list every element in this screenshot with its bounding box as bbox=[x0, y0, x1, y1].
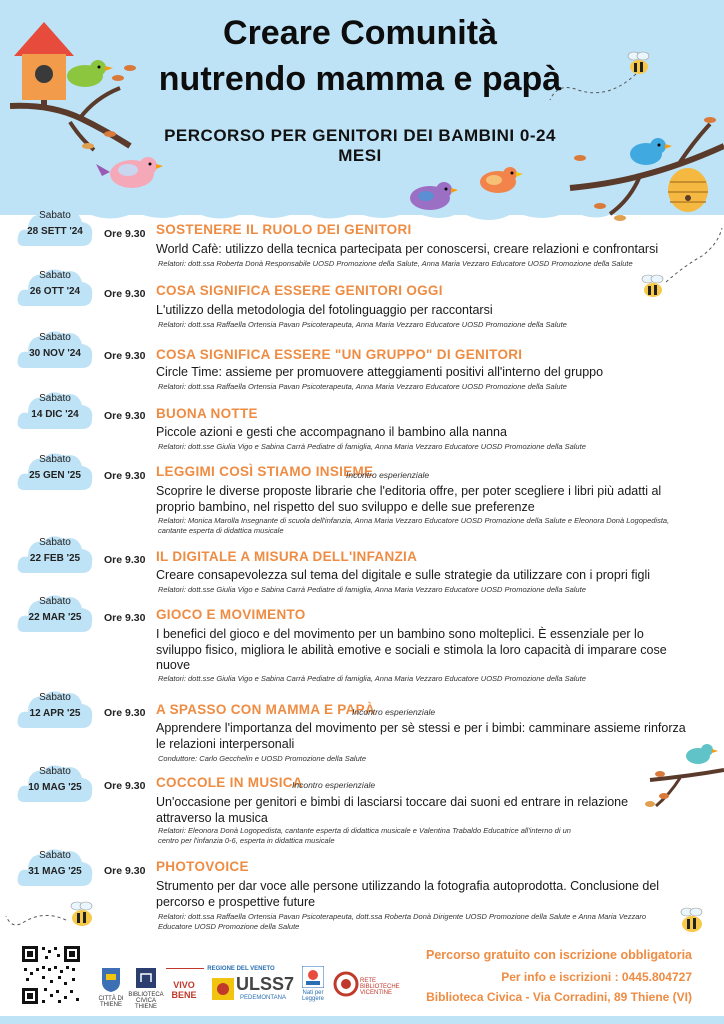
session-date: 28 SETT '24 bbox=[27, 226, 83, 237]
session-description: Strumento per dar voce alle persone utilizzando la fotografia autoprodotta. Conclusione del percorso e prospettive future bbox=[156, 879, 660, 909]
session-description: Apprendere l'importanza del movimento per sè stessi e per i bimbi: camminare assieme rinforza le relazioni interpersonali bbox=[156, 721, 686, 751]
date-cloud bbox=[16, 592, 94, 638]
session-speakers: Relatori: dott.sse Giulia Vigo e Sabina Carrà Pediatre di famiglia, Anna Maria Vezzaro Educatore UOSD Promozione della Salute bbox=[158, 585, 586, 594]
library-logo-icon bbox=[134, 966, 158, 990]
session-tag: Incontro esperienziale bbox=[292, 780, 376, 790]
session-speakers: Relatori: Eleonora Donà Logopedista, cantante esperta di didattica musicale e Valentina Trabaldo Educatrice all'interno di un centro per l'infanzia 0-6, esperta in didattica musicale bbox=[158, 826, 571, 845]
birdhouse-branch-icon bbox=[10, 18, 140, 163]
session-title: COSA SIGNIFICA ESSERE "UN GRUPPO" DI GENITORI bbox=[156, 347, 523, 362]
session-date: 26 OTT '24 bbox=[29, 286, 81, 297]
session-time: Ore 9.30 bbox=[104, 350, 146, 362]
session-speakers: Relatori: dott.ssa Raffaella Ortensia Pavan Psicoterapeuta, dott.ssa Roberta Donà Dirigente UOSD Promozione della Salute e Anna Maria Vezzaro Educatore UOSD Promozione della Salute bbox=[158, 912, 647, 931]
small-bird-branch-icon bbox=[640, 740, 724, 815]
page-title-line1: Creare Comunità bbox=[223, 14, 497, 52]
session-date: 22 MAR '25 bbox=[28, 612, 82, 623]
session-speakers: Relatori: Monica Marolla Insegnante di scuola dell'infanzia, Anna Maria Vezzaro Educatore UOSD Promozione della Salute e Eleonora Donà Logopedista, cantante esperta di didattica musicale bbox=[158, 516, 670, 535]
nati-per-leggere-icon bbox=[302, 966, 324, 988]
qr-code-icon[interactable] bbox=[20, 944, 82, 1006]
session-day: Sabato bbox=[39, 596, 71, 607]
session-title: IL DIGITALE A MISURA DELL'INFANZIA bbox=[156, 549, 418, 564]
session-title: LEGGIMI COSÌ STIAMO INSIEME bbox=[156, 464, 374, 479]
date-cloud bbox=[16, 389, 94, 435]
date-cloud bbox=[16, 688, 94, 734]
session-time: Ore 9.30 bbox=[104, 410, 146, 422]
logo-veneto-label: REGIONE DEL VENETO bbox=[207, 966, 275, 972]
session-date: 25 GEN '25 bbox=[29, 470, 81, 481]
session-description: Un'occasione per genitori e bimbi di lasciarsi toccare dai suoni ed entrare in relazione attraverso la musica bbox=[156, 795, 629, 825]
session-speakers: Conduttore: Carlo Gecchelin e UOSD Promozione della Salute bbox=[158, 754, 367, 763]
session-description: Scoprire le diverse proposte librarie che l'editoria offre, per poter scegliere i libri più adatti al proprio bambino, nel rispetto del suo sviluppo e delle sue preferenze bbox=[156, 484, 662, 514]
session-time: Ore 9.30 bbox=[104, 865, 146, 877]
session-time: Ore 9.30 bbox=[104, 612, 146, 624]
date-cloud bbox=[16, 533, 94, 579]
session-day: Sabato bbox=[39, 537, 71, 548]
veneto-lion-icon bbox=[212, 978, 234, 1000]
date-cloud bbox=[16, 762, 94, 808]
branch-birds-hive-icon bbox=[560, 110, 724, 230]
session-day: Sabato bbox=[39, 454, 71, 465]
session-description: Piccole azioni e gesti che accompagnano il bambino alla nanna bbox=[156, 425, 507, 439]
session-day: Sabato bbox=[39, 850, 71, 861]
session-speakers: Relatori: dott.sse Giulia Vigo e Sabina Carrà Pediatre di famiglia, Anna Maria Vezzaro Educatore UOSD Promozione della Salute bbox=[158, 442, 586, 451]
bee-icon bbox=[66, 898, 98, 930]
session-date: 30 NOV '24 bbox=[29, 348, 81, 359]
session-title: PHOTOVOICE bbox=[156, 859, 249, 874]
session-tag: Incontro esperienziale bbox=[346, 470, 430, 480]
session-time: Ore 9.30 bbox=[104, 228, 146, 240]
footer-free-note: Percorso gratuito con iscrizione obbligatoria bbox=[425, 948, 692, 962]
session-title: A SPASSO CON MAMMA E PAPÀ bbox=[156, 702, 376, 717]
session-time: Ore 9.30 bbox=[104, 470, 146, 482]
session-date: 14 DIC '24 bbox=[31, 409, 79, 420]
session-date: 22 FEB '25 bbox=[29, 553, 81, 564]
date-cloud bbox=[16, 206, 94, 252]
session-title: COCCOLE IN MUSICA bbox=[156, 775, 303, 790]
bee-trail-decoration bbox=[664, 226, 724, 286]
session-day: Sabato bbox=[39, 332, 71, 343]
vivobene-bar bbox=[166, 968, 204, 969]
logo-ulss-sub: PEDEMONTANA bbox=[240, 995, 286, 1001]
date-cloud bbox=[16, 846, 94, 892]
pink-bird-icon bbox=[92, 150, 164, 195]
session-description: I benefici del gioco e del movimento per un bambino sono molteplici. È essenziale per lo sviluppo fisico, migliora le abilità emotive e sociali e stimola la loro capacità di imparare cose nuove bbox=[156, 627, 667, 672]
session-speakers: Relatori: dott.sse Giulia Vigo e Sabina Carrà Pediatre di famiglia, Anna Maria Vezzaro Educatore UOSD Promozione della Salute bbox=[158, 674, 586, 683]
date-cloud bbox=[16, 450, 94, 496]
session-description: Circle Time: assieme per promuovere atteggiamenti positivi all'interno del gruppo bbox=[156, 365, 604, 379]
session-description: Creare consapevolezza sul tema del digitale e sulle strategie da utilizzare con i propri figli bbox=[156, 568, 651, 582]
footer-info-phone[interactable]: Per info e iscrizioni : 0445.804727 bbox=[501, 970, 692, 984]
session-speakers: Relatori: dott.ssa Raffaella Ortensia Pavan Psicoterapeuta, Anna Maria Vezzaro Educatore UOSD Promozione della Salute bbox=[158, 320, 567, 329]
session-title: BUONA NOTTE bbox=[156, 406, 258, 421]
session-title: GIOCO E MOVIMENTO bbox=[156, 607, 306, 622]
date-cloud bbox=[16, 266, 94, 312]
page-title-line2: nutrendo mamma e papà bbox=[158, 60, 562, 98]
session-description: L'utilizzo della metodologia del fotolinguaggio per raccontarsi bbox=[156, 303, 493, 317]
page-subtitle: PERCORSO PER GENITORI DEI BAMBINI 0-24 MESI bbox=[164, 126, 556, 165]
session-speakers: Relatori: dott.ssa Raffaella Ortensia Pavan Psicoterapeuta, Anna Maria Vezzaro Educatore UOSD Promozione della Salute bbox=[158, 382, 567, 391]
session-speakers: Relatori: dott.ssa Roberta Donà Responsabile UOSD Promozione della Salute, Anna Maria Vezzaro Educatore UOSD Promozione della Salute bbox=[158, 259, 633, 268]
session-time: Ore 9.30 bbox=[104, 554, 146, 566]
session-day: Sabato bbox=[39, 393, 71, 404]
bee-icon bbox=[676, 904, 708, 936]
logo-biblioteca-text: BIBLIOTECA CIVICA THIENE bbox=[128, 992, 164, 1010]
city-crest-icon bbox=[96, 964, 126, 994]
session-title: COSA SIGNIFICA ESSERE GENITORI OGGI bbox=[156, 283, 443, 298]
logo-comune-text: CITTÀ DI THIENE bbox=[98, 996, 124, 1008]
session-description: World Cafè: utilizzo della tecnica partecipata per conoscersi, creare relazioni e confrontarsi bbox=[156, 242, 659, 256]
bee-trail-decoration bbox=[4, 906, 68, 932]
session-time: Ore 9.30 bbox=[104, 288, 146, 300]
session-tag: Incontro esperienziale bbox=[352, 707, 436, 717]
rete-biblioteche-icon bbox=[332, 970, 360, 998]
session-time: Ore 9.30 bbox=[104, 780, 146, 792]
logo-nati-text: Nati per Leggere bbox=[301, 990, 325, 1002]
footer-venue: Biblioteca Civica - Via Corradini, 89 Thiene (VI) bbox=[426, 990, 692, 1004]
session-time: Ore 9.30 bbox=[104, 707, 146, 719]
session-date: 12 APR '25 bbox=[29, 708, 81, 719]
date-cloud bbox=[16, 328, 94, 374]
logo-rete-text: RETE BIBLIOTECHE VICENTINE bbox=[360, 978, 400, 996]
session-date: 10 MAG '25 bbox=[28, 782, 82, 793]
bottom-bar bbox=[0, 1016, 724, 1024]
session-day: Sabato bbox=[39, 766, 71, 777]
two-birds-icon bbox=[400, 160, 540, 218]
session-title: SOSTENERE IL RUOLO DEI GENITORI bbox=[156, 222, 412, 237]
session-day: Sabato bbox=[39, 692, 71, 703]
session-date: 31 MAG '25 bbox=[28, 866, 82, 877]
logo-ulss-text: ULSS7 bbox=[236, 974, 295, 994]
logo-vivobene-text: VIVO BENE bbox=[171, 980, 197, 1000]
session-day: Sabato bbox=[39, 210, 71, 221]
session-day: Sabato bbox=[39, 270, 71, 281]
